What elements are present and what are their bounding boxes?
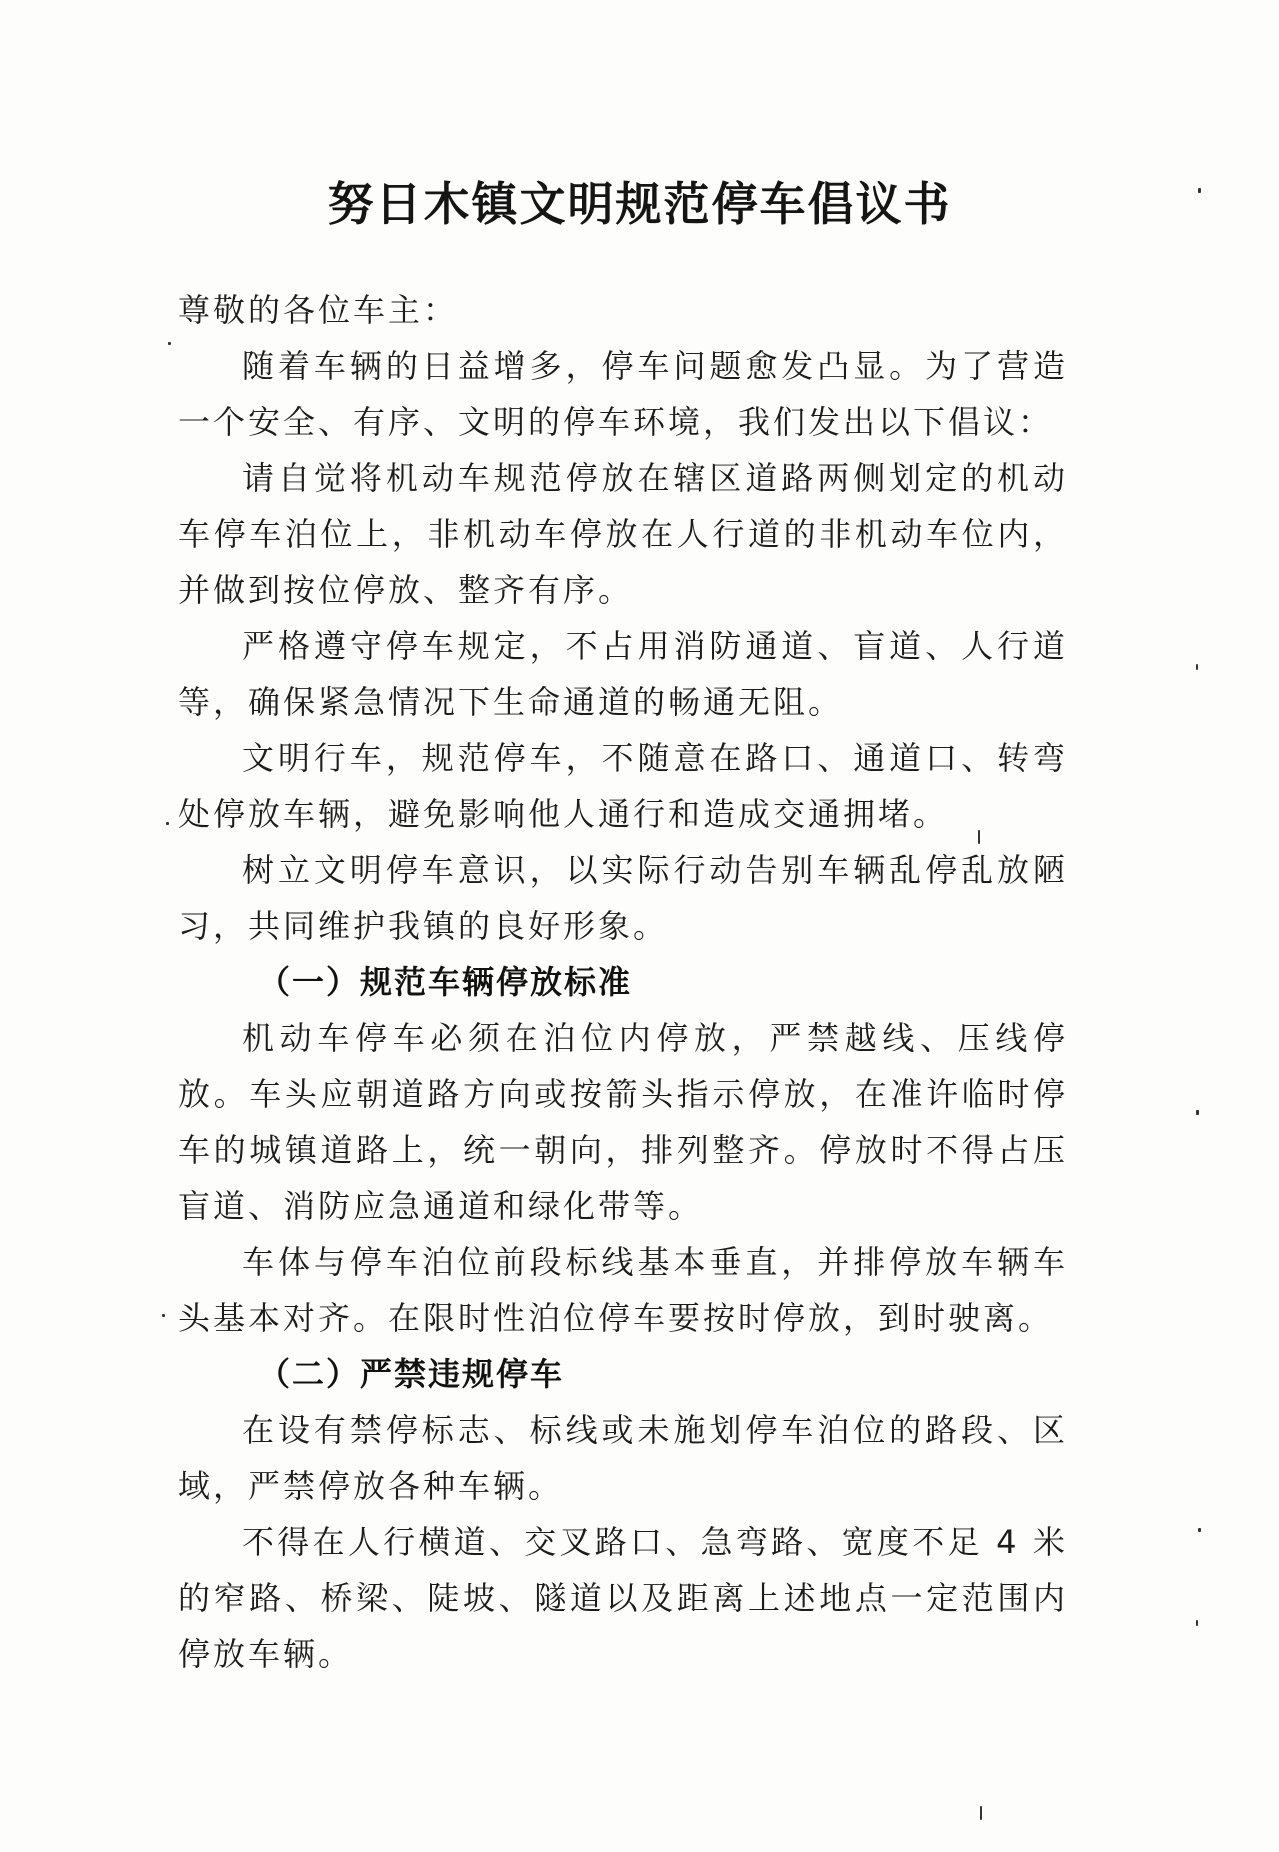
document-body [178,282,1068,1682]
scan-speck [1196,664,1198,670]
scan-speck [1196,1110,1199,1115]
document-title: 努日木镇文明规范停车倡议书 [327,177,952,231]
scan-speck [1196,1620,1198,1626]
section-2-paragraph-2: 不得在人行横道、交叉路口、急弯路、宽度不足 4 米的窄路、桥梁、陡坡、隧道以及距离上述地点一定范围内停放车辆。 [178,1523,1068,1673]
scan-speck [162,1314,165,1317]
salutation: 尊敬的各位车主： [178,291,459,329]
section-1-paragraph-2: 车体与停车泊位前段标线基本垂直，并排停放车辆车头基本对齐。在限时性泊位停车要按时停放，到时驶离。 [178,1243,1068,1337]
paragraph-intro: 随着车辆的日益增多，停车问题愈发凸显。为了营造一个安全、有序、文明的停车环境，我们发出以下倡议： [178,347,1068,441]
scan-speck [166,822,169,825]
section-1-paragraph-1: 机动车停车必须在泊位内停放，严禁越线、压线停放。车头应朝道路方向或按箭头指示停放，在准许临时停车的城镇道路上，统一朝向，排列整齐。停放时不得占压盲道、消防应急通道和绿化带等。 [178,1019,1068,1225]
paragraph-proposal-2: 严格遵守停车规定，不占用消防通道、盲道、人行道等，确保紧急情况下生命通道的畅通无阻。 [178,627,1068,721]
scan-speck [168,342,171,345]
paragraph-proposal-1: 请自觉将机动车规范停放在辖区道路两侧划定的机动车停车泊位上，非机动车停放在人行道的非机动车位内，并做到按位停放、整齐有序。 [178,459,1068,609]
section-heading-2: （二）严禁违规停车 [258,1355,565,1393]
scan-speck [1198,188,1201,193]
scan-speck [978,830,980,844]
paragraph-proposal-3: 文明行车，规范停车，不随意在路口、通道口、转弯处停放车辆，避免影响他人通行和造成交通拥堵。 [178,739,1068,833]
section-2-paragraph-1: 在设有禁停标志、标线或未施划停车泊位的路段、区域，严禁停放各种车辆。 [178,1411,1068,1505]
scan-speck [980,1806,982,1820]
paragraph-proposal-4: 树立文明停车意识，以实际行动告别车辆乱停乱放陋习，共同维护我镇的良好形象。 [178,851,1068,945]
section-heading-1: （一）规范车辆停放标准 [258,963,633,1001]
scan-speck [1198,1528,1201,1532]
